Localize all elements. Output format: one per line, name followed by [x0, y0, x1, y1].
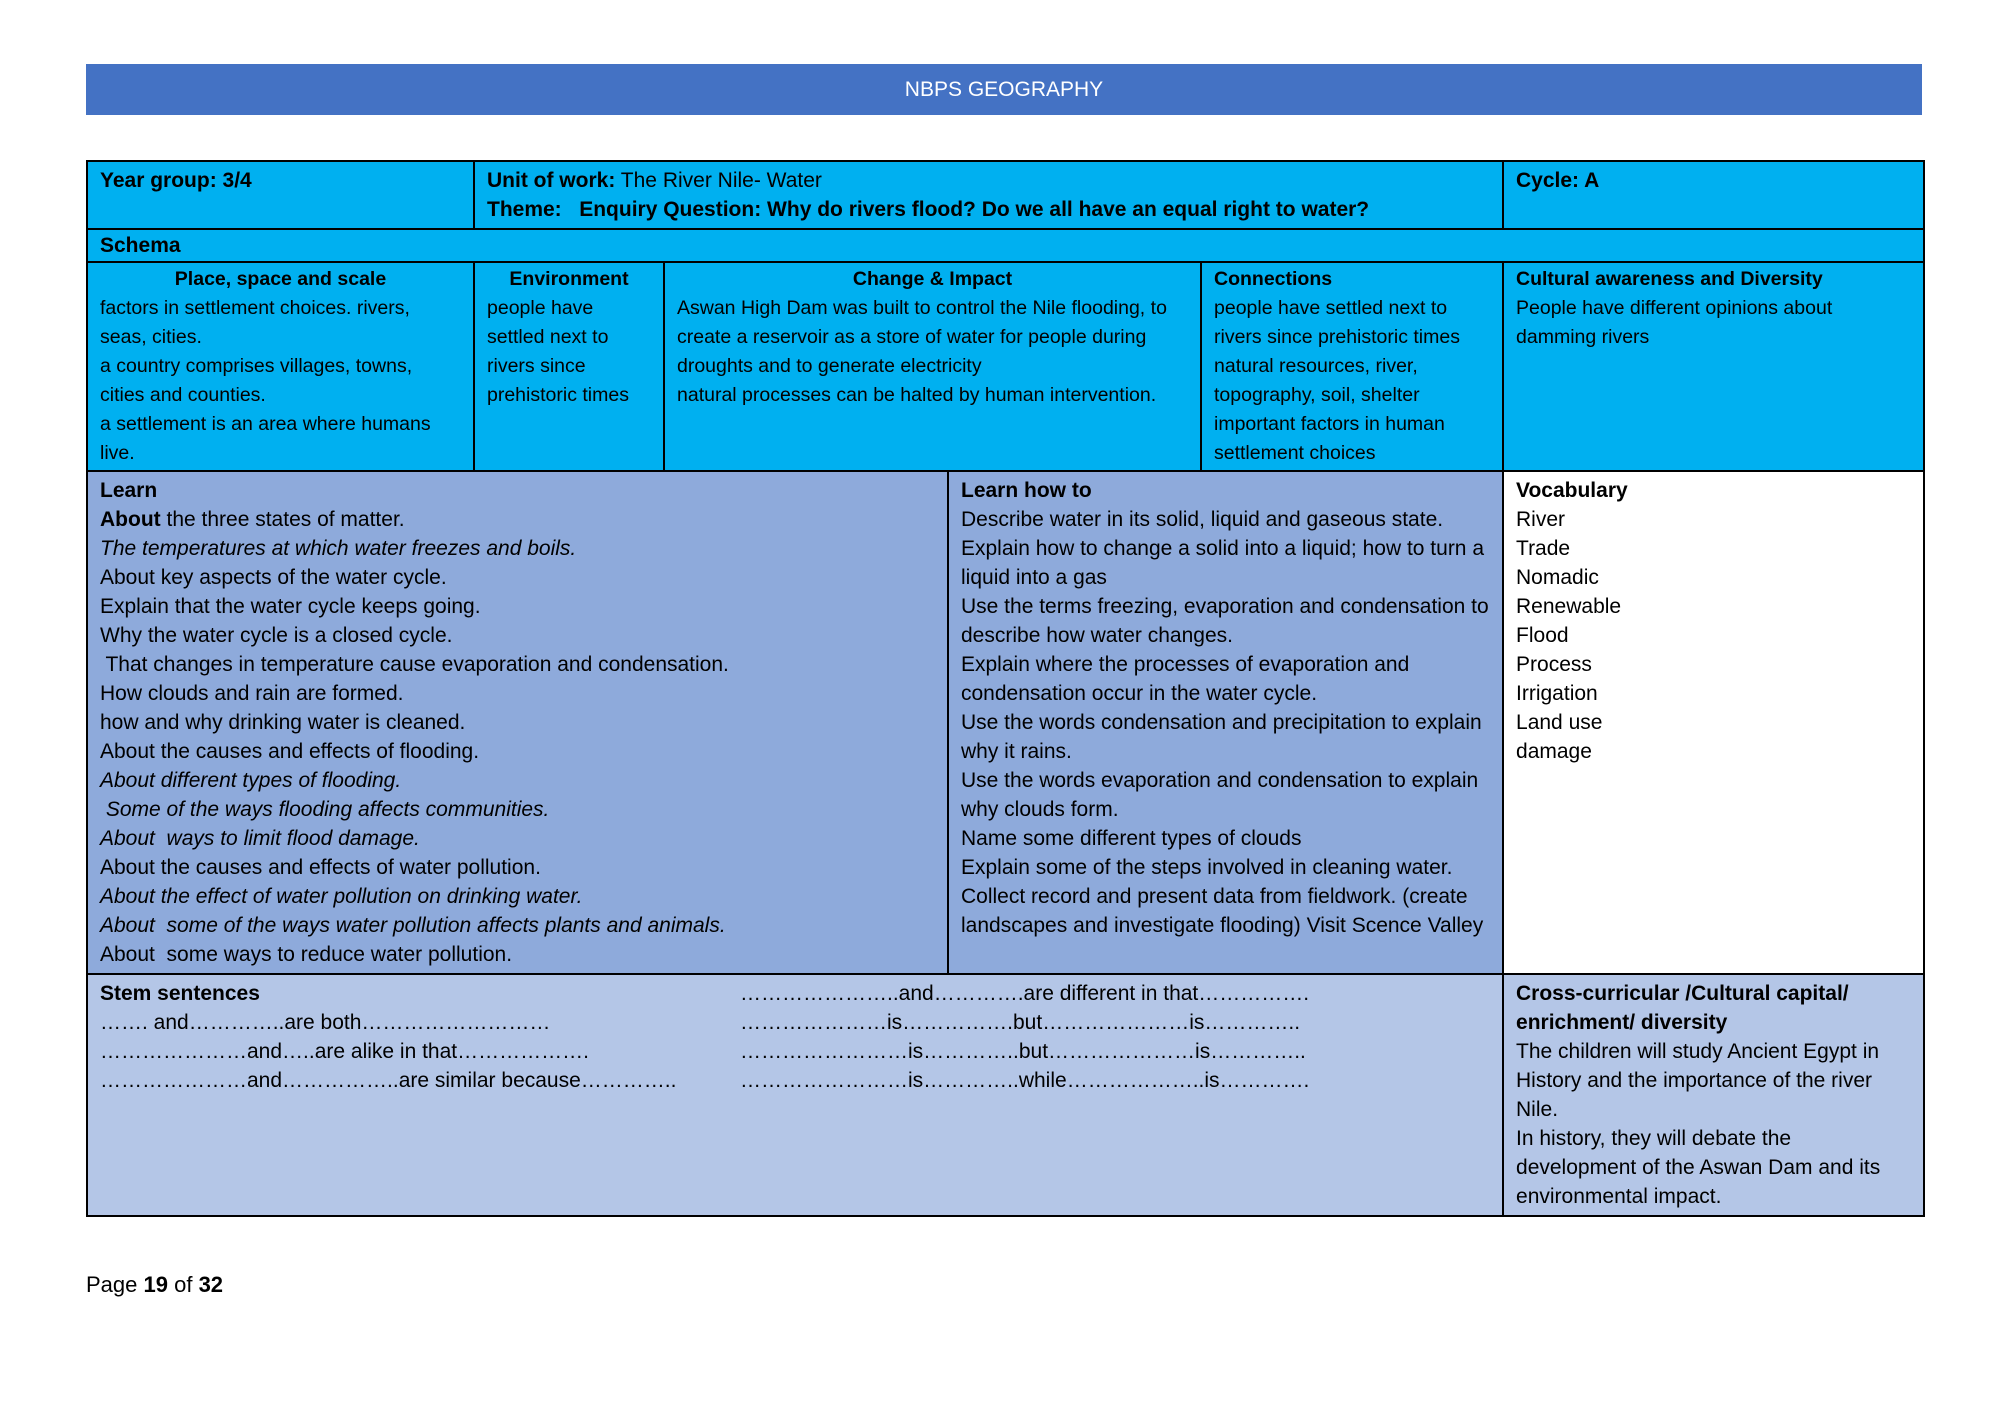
cultural-heading: Cultural awareness and Diversity	[1516, 268, 1823, 290]
learn-item: About some of the ways water pollution affects plants and animals.	[100, 914, 726, 937]
stem-sentence: ……………………is…………..while………………..is………….	[740, 1069, 1310, 1092]
unit-label: Unit of work:	[487, 169, 616, 192]
unit-value: The River Nile- Water	[620, 169, 822, 192]
learn-how-item: Name some different types of clouds	[961, 827, 1302, 850]
page-number	[86, 1272, 223, 1298]
cross-curricular-cell	[1503, 974, 1924, 1216]
place-line: a country comprises villages, towns, cities and counties.	[100, 355, 413, 406]
learn-row	[87, 471, 1924, 974]
year-group: Year group: 3/4	[100, 169, 252, 192]
learn-item: About ways to limit flood damage.	[100, 827, 420, 850]
document-banner	[86, 64, 1922, 115]
learn-how-item: Use the words evaporation and condensation to explain why clouds form.	[961, 769, 1479, 821]
cycle: Cycle: A	[1516, 169, 1600, 192]
vocabulary-item: Renewable	[1516, 595, 1622, 618]
vocabulary-cell	[1503, 471, 1924, 974]
vocabulary-item: Trade	[1516, 537, 1571, 560]
enquiry-question: Enquiry Question: Why do rivers flood? Do we all have an equal right to water?	[579, 198, 1370, 221]
connections-line: people have settled next to rivers since prehistoric times	[1214, 297, 1460, 348]
change-line: Aswan High Dam was built to control the Nile flooding, to create a reservoir as a store of water for people during droughts and to generate electricity	[677, 297, 1167, 377]
vocabulary-item: Nomadic	[1516, 566, 1599, 589]
learn-item: That changes in temperature cause evaporation and condensation.	[100, 653, 729, 676]
learn-how-item: Use the terms freezing, evaporation and condensation to describe how water changes.	[961, 595, 1489, 647]
change-impact-cell	[664, 262, 1201, 471]
stem-sentence: ……. and…………..are both………………………	[100, 1011, 551, 1034]
place-heading: Place, space and scale	[174, 268, 387, 290]
learn-heading: Learn	[100, 479, 158, 502]
stem-sentences-cell	[87, 974, 1503, 1216]
banner-title: NBPS GEOGRAPHY	[904, 77, 1104, 101]
environment-cell	[474, 262, 664, 471]
vocabulary-heading: Vocabulary	[1516, 479, 1628, 502]
page-total: 32	[198, 1272, 224, 1297]
environment-heading: Environment	[509, 268, 629, 290]
schema-title-cell	[87, 229, 1924, 262]
schema-title: Schema	[100, 234, 181, 257]
cross-curricular-line: The children will study Ancient Egypt in History and the importance of the river Nile.	[1516, 1040, 1880, 1121]
header-row	[87, 161, 1924, 229]
cross-curricular-heading: Cross-curricular /Cultural capital/ enrichment/ diversity	[1516, 982, 1849, 1034]
learn-how-item: Explain how to change a solid into a liquid; how to turn a liquid into a gas	[961, 537, 1485, 589]
connections-heading: Connections	[1214, 268, 1333, 290]
change-heading: Change & Impact	[852, 268, 1013, 290]
vocabulary-item: Irrigation	[1516, 682, 1598, 705]
stem-row	[87, 974, 1924, 1216]
place-line: factors in settlement choices. rivers, seas, cities.	[100, 297, 410, 348]
schema-row	[87, 262, 1924, 471]
learn-about-bold: About	[100, 508, 161, 531]
learn-item: About the effect of water pollution on drinking water.	[100, 885, 583, 908]
learn-item: The temperatures at which water freezes and boils.	[100, 537, 577, 560]
learn-how-item: Collect record and present data from fieldwork. (create landscapes and investigate flooding) Visit Scence Valley	[961, 885, 1484, 937]
learn-item: the three states of matter.	[160, 508, 405, 531]
vocabulary-item: River	[1516, 508, 1566, 531]
unit-cell	[474, 161, 1503, 229]
connections-cell	[1201, 262, 1503, 471]
stem-sentence: …………………is…………….but…………………is…………..	[740, 1011, 1301, 1034]
connections-line: natural resources, river, topography, soil, shelter important factors in human settlement choices	[1214, 355, 1445, 464]
learn-how-heading: Learn how to	[961, 479, 1092, 502]
stem-sentence: ……………………is…………..but…………………is…………..	[740, 1040, 1306, 1063]
cycle-cell	[1503, 161, 1924, 229]
place-line: a settlement is an area where humans live.	[100, 413, 431, 464]
vocabulary-item: Process	[1516, 653, 1592, 676]
place-cell	[87, 262, 474, 471]
stem-column	[740, 979, 1490, 1095]
cultural-line: People have different opinions about damming rivers	[1516, 297, 1833, 348]
schema-title-row	[87, 229, 1924, 262]
stem-column	[100, 979, 740, 1095]
page-current: 19	[143, 1272, 168, 1297]
stem-sentence: …………………..and………….are different in that…………….	[740, 982, 1310, 1005]
cultural-cell	[1503, 262, 1924, 471]
learn-item: Explain that the water cycle keeps going.	[100, 595, 481, 618]
stem-sentence: …………………and……………..are similar because…………..	[100, 1069, 677, 1092]
learn-item: Some of the ways flooding affects communities.	[100, 798, 550, 821]
learn-item: About key aspects of the water cycle.	[100, 566, 447, 589]
environment-line: people have settled next to rivers since prehistoric times	[487, 297, 629, 406]
learn-item: About the causes and effects of water pollution.	[100, 856, 541, 879]
learn-cell	[87, 471, 948, 974]
learn-how-cell	[948, 471, 1503, 974]
year-group-cell	[87, 161, 474, 229]
vocabulary-item: Land use	[1516, 711, 1603, 734]
cross-curricular-line: In history, they will debate the development of the Aswan Dam and its environmental impact.	[1516, 1127, 1881, 1208]
page-middle: of	[167, 1272, 199, 1297]
learn-how-item: Describe water in its solid, liquid and gaseous state.	[961, 508, 1444, 531]
learn-how-item: Explain some of the steps involved in cleaning water.	[961, 856, 1453, 879]
learn-item: About some ways to reduce water pollution.	[100, 943, 513, 966]
curriculum-table	[86, 160, 1925, 1217]
learn-item: How clouds and rain are formed.	[100, 682, 404, 705]
stem-heading: Stem sentences	[100, 982, 260, 1005]
learn-how-item: Use the words condensation and precipitation to explain why it rains.	[961, 711, 1482, 763]
vocabulary-item: Flood	[1516, 624, 1569, 647]
change-line: natural processes can be halted by human intervention.	[677, 384, 1157, 406]
learn-item: About the causes and effects of flooding.	[100, 740, 480, 763]
learn-how-item: Explain where the processes of evaporation and condensation occur in the water cycle.	[961, 653, 1410, 705]
learn-item: how and why drinking water is cleaned.	[100, 711, 466, 734]
learn-item: Why the water cycle is a closed cycle.	[100, 624, 453, 647]
stem-sentence: …………………and…..are alike in that……………….	[100, 1040, 589, 1063]
theme-label: Theme:	[487, 198, 562, 221]
learn-item: About different types of flooding.	[100, 769, 402, 792]
page-prefix: Page	[86, 1272, 144, 1297]
vocabulary-item: damage	[1516, 740, 1592, 763]
